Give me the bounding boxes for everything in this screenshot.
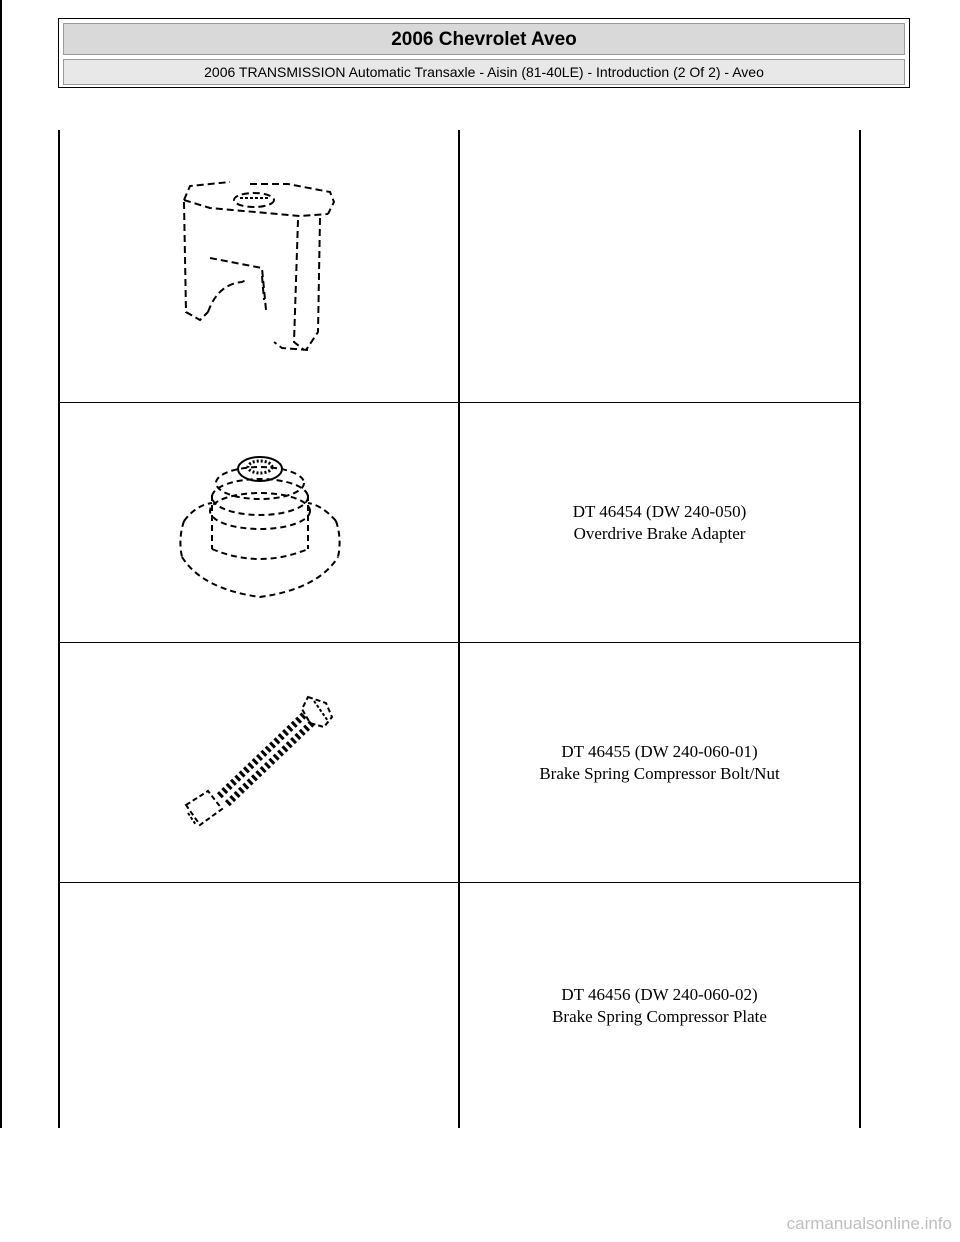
tool-name: Overdrive Brake Adapter [573,523,746,543]
table-row [58,403,861,642]
tool-description-cell [460,403,859,642]
compressor-bolt-illustration [178,687,348,837]
tool-image-cell [60,403,458,642]
tool-description-cell [460,883,859,1128]
tool-name: Brake Spring Compressor Bolt/Nut [539,763,780,783]
tool-holder-illustration [170,172,350,362]
tool-image-cell [60,643,458,882]
tool-code: DT 46454 (DW 240-050) [572,501,747,521]
document-header [58,18,910,88]
special-tools-table [58,130,861,1128]
tool-name: Brake Spring Compressor Plate [552,1006,767,1026]
table-row [58,130,861,402]
table-row [58,643,861,882]
tool-code: DT 46456 (DW 240-060-02) [561,984,758,1004]
tool-code: DT 46455 (DW 240-060-01) [561,741,758,761]
page-edge-line [0,0,2,1128]
tool-image-cell [60,130,458,402]
tool-description-cell [460,643,859,882]
tool-image-cell [60,883,458,1128]
overdrive-brake-adapter-illustration [172,439,352,609]
document-title: 2006 Chevrolet Aveo [63,23,905,55]
source-watermark: carmanualsonline.info [786,1214,952,1233]
tool-description-cell [460,130,859,402]
document-subtitle: 2006 TRANSMISSION Automatic Transaxle - Aisin (81-40LE) - Introduction (2 Of 2) - Aveo [63,59,905,85]
table-row [58,883,861,1128]
